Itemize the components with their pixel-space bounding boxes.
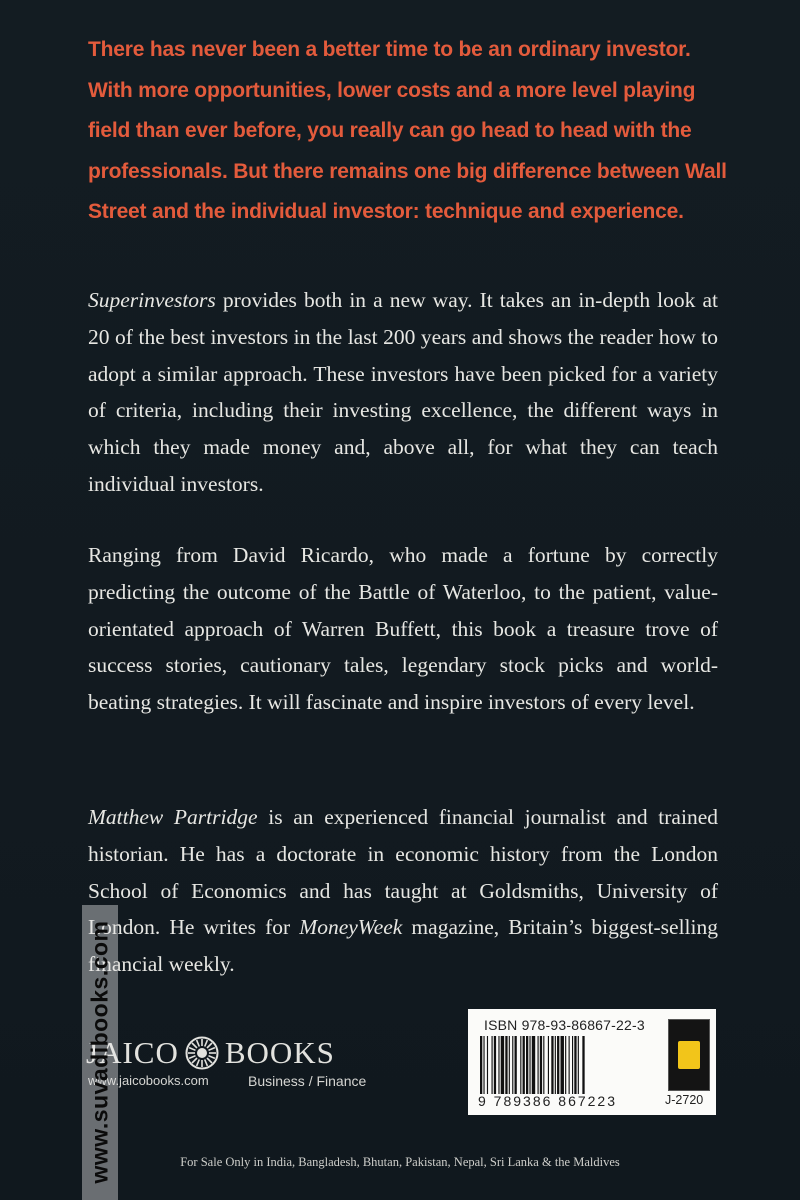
barcode-stripe — [483, 1036, 484, 1094]
barcode-digits: 9 789386 867223 — [478, 1093, 617, 1109]
blurb-text: There has never been a better time to be an ordinary investor. With more opportunities, lower costs and a more level playing field than ever before, you really can go head to head with the professionals. But there remains one big difference between Wall Street and the individual investor: technique and experience. — [88, 38, 727, 223]
author-bio-text-1: is an experienced financial journalist and trained historian. He has a doctorate in economic history from the London School of Economics and has taught at Goldsmiths, University of London. He writes for — [88, 805, 718, 940]
barcode-stripe — [494, 1036, 496, 1094]
barcode-stripe — [555, 1036, 556, 1094]
magazine-name: MoneyWeek — [299, 915, 403, 940]
author-bio-text-2: magazine, Britain’s biggest-selling financial weekly. — [88, 915, 718, 977]
barcode-stripe — [543, 1036, 544, 1094]
barcode-stripe — [565, 1036, 566, 1094]
barcode-stripe — [529, 1036, 530, 1094]
barcode-stripe — [498, 1036, 499, 1094]
barcode-stripe — [551, 1036, 553, 1094]
barcode-stripe — [512, 1036, 513, 1094]
barcode-stripe — [582, 1036, 584, 1094]
barcode — [480, 1036, 658, 1094]
barcode-stripe — [561, 1036, 564, 1094]
sunburst-icon — [185, 1036, 219, 1070]
catalog-code: J-2720 — [665, 1093, 704, 1107]
description-paragraph-1 — [88, 282, 718, 503]
barcode-stripe — [487, 1036, 488, 1094]
ebook-icon — [668, 1019, 710, 1091]
description-paragraph-1-text: provides both in a new way. It takes an in-depth look at 20 of the best investors in the last 200 years and shows the reader how to adopt a similar approach. These investors have been picked for a variety of criteria, including their investing excellence, the different ways in which they made money and, above all, for what they can teach individual investors. — [88, 288, 718, 496]
author-name: Matthew Partridge — [88, 805, 258, 829]
barcode-stripe — [505, 1036, 507, 1094]
barcode-stripe — [492, 1036, 493, 1094]
book-category: Business / Finance — [248, 1073, 367, 1089]
barcode-stripe — [557, 1036, 559, 1094]
barcode-stripe — [501, 1036, 504, 1094]
barcode-stripe — [569, 1036, 570, 1094]
barcode-stripe — [548, 1036, 549, 1094]
barcode-stripe — [509, 1036, 510, 1094]
barcode-stripe — [578, 1036, 579, 1094]
barcode-stripe — [523, 1036, 525, 1094]
publisher-name-right: BOOKS — [224, 1035, 335, 1070]
barcode-stripe — [520, 1036, 521, 1094]
publisher-logo — [86, 1033, 335, 1073]
watermark-text: www.suvadibooks.com — [86, 920, 113, 1184]
barcode-stripe — [480, 1036, 482, 1094]
publisher-name-left: JAICO — [86, 1035, 179, 1070]
barcode-stripe — [532, 1036, 535, 1094]
barcode-stripe — [572, 1036, 573, 1094]
barcode-panel — [468, 1009, 716, 1115]
watermark — [82, 905, 118, 1200]
barcode-stripe — [515, 1036, 517, 1094]
barcode-stripe — [538, 1036, 539, 1094]
book-title: Superinvestors — [88, 288, 216, 312]
isbn-number: ISBN 978-93-86867-22-3 — [484, 1017, 645, 1033]
publisher-url[interactable]: www.jaicobooks.com — [88, 1073, 209, 1088]
barcode-stripe — [540, 1036, 542, 1094]
barcode-stripe — [574, 1036, 576, 1094]
author-bio — [88, 799, 718, 983]
barcode-stripe — [526, 1036, 528, 1094]
sale-territory-notice: For Sale Only in India, Bangladesh, Bhutan, Pakistan, Nepal, Sri Lanka & the Maldives — [180, 1155, 620, 1169]
description-paragraph-2: Ranging from David Ricardo, who made a fortune by correctly predicting the outcome of the Battle of Waterloo, to the patient, value-orientated approach of Warren Buffett, this book a treasure trove of success stories, cautionary tales, legendary stock picks and world-beating strategies. It will fascinate and inspire investors of every level. — [88, 543, 718, 715]
